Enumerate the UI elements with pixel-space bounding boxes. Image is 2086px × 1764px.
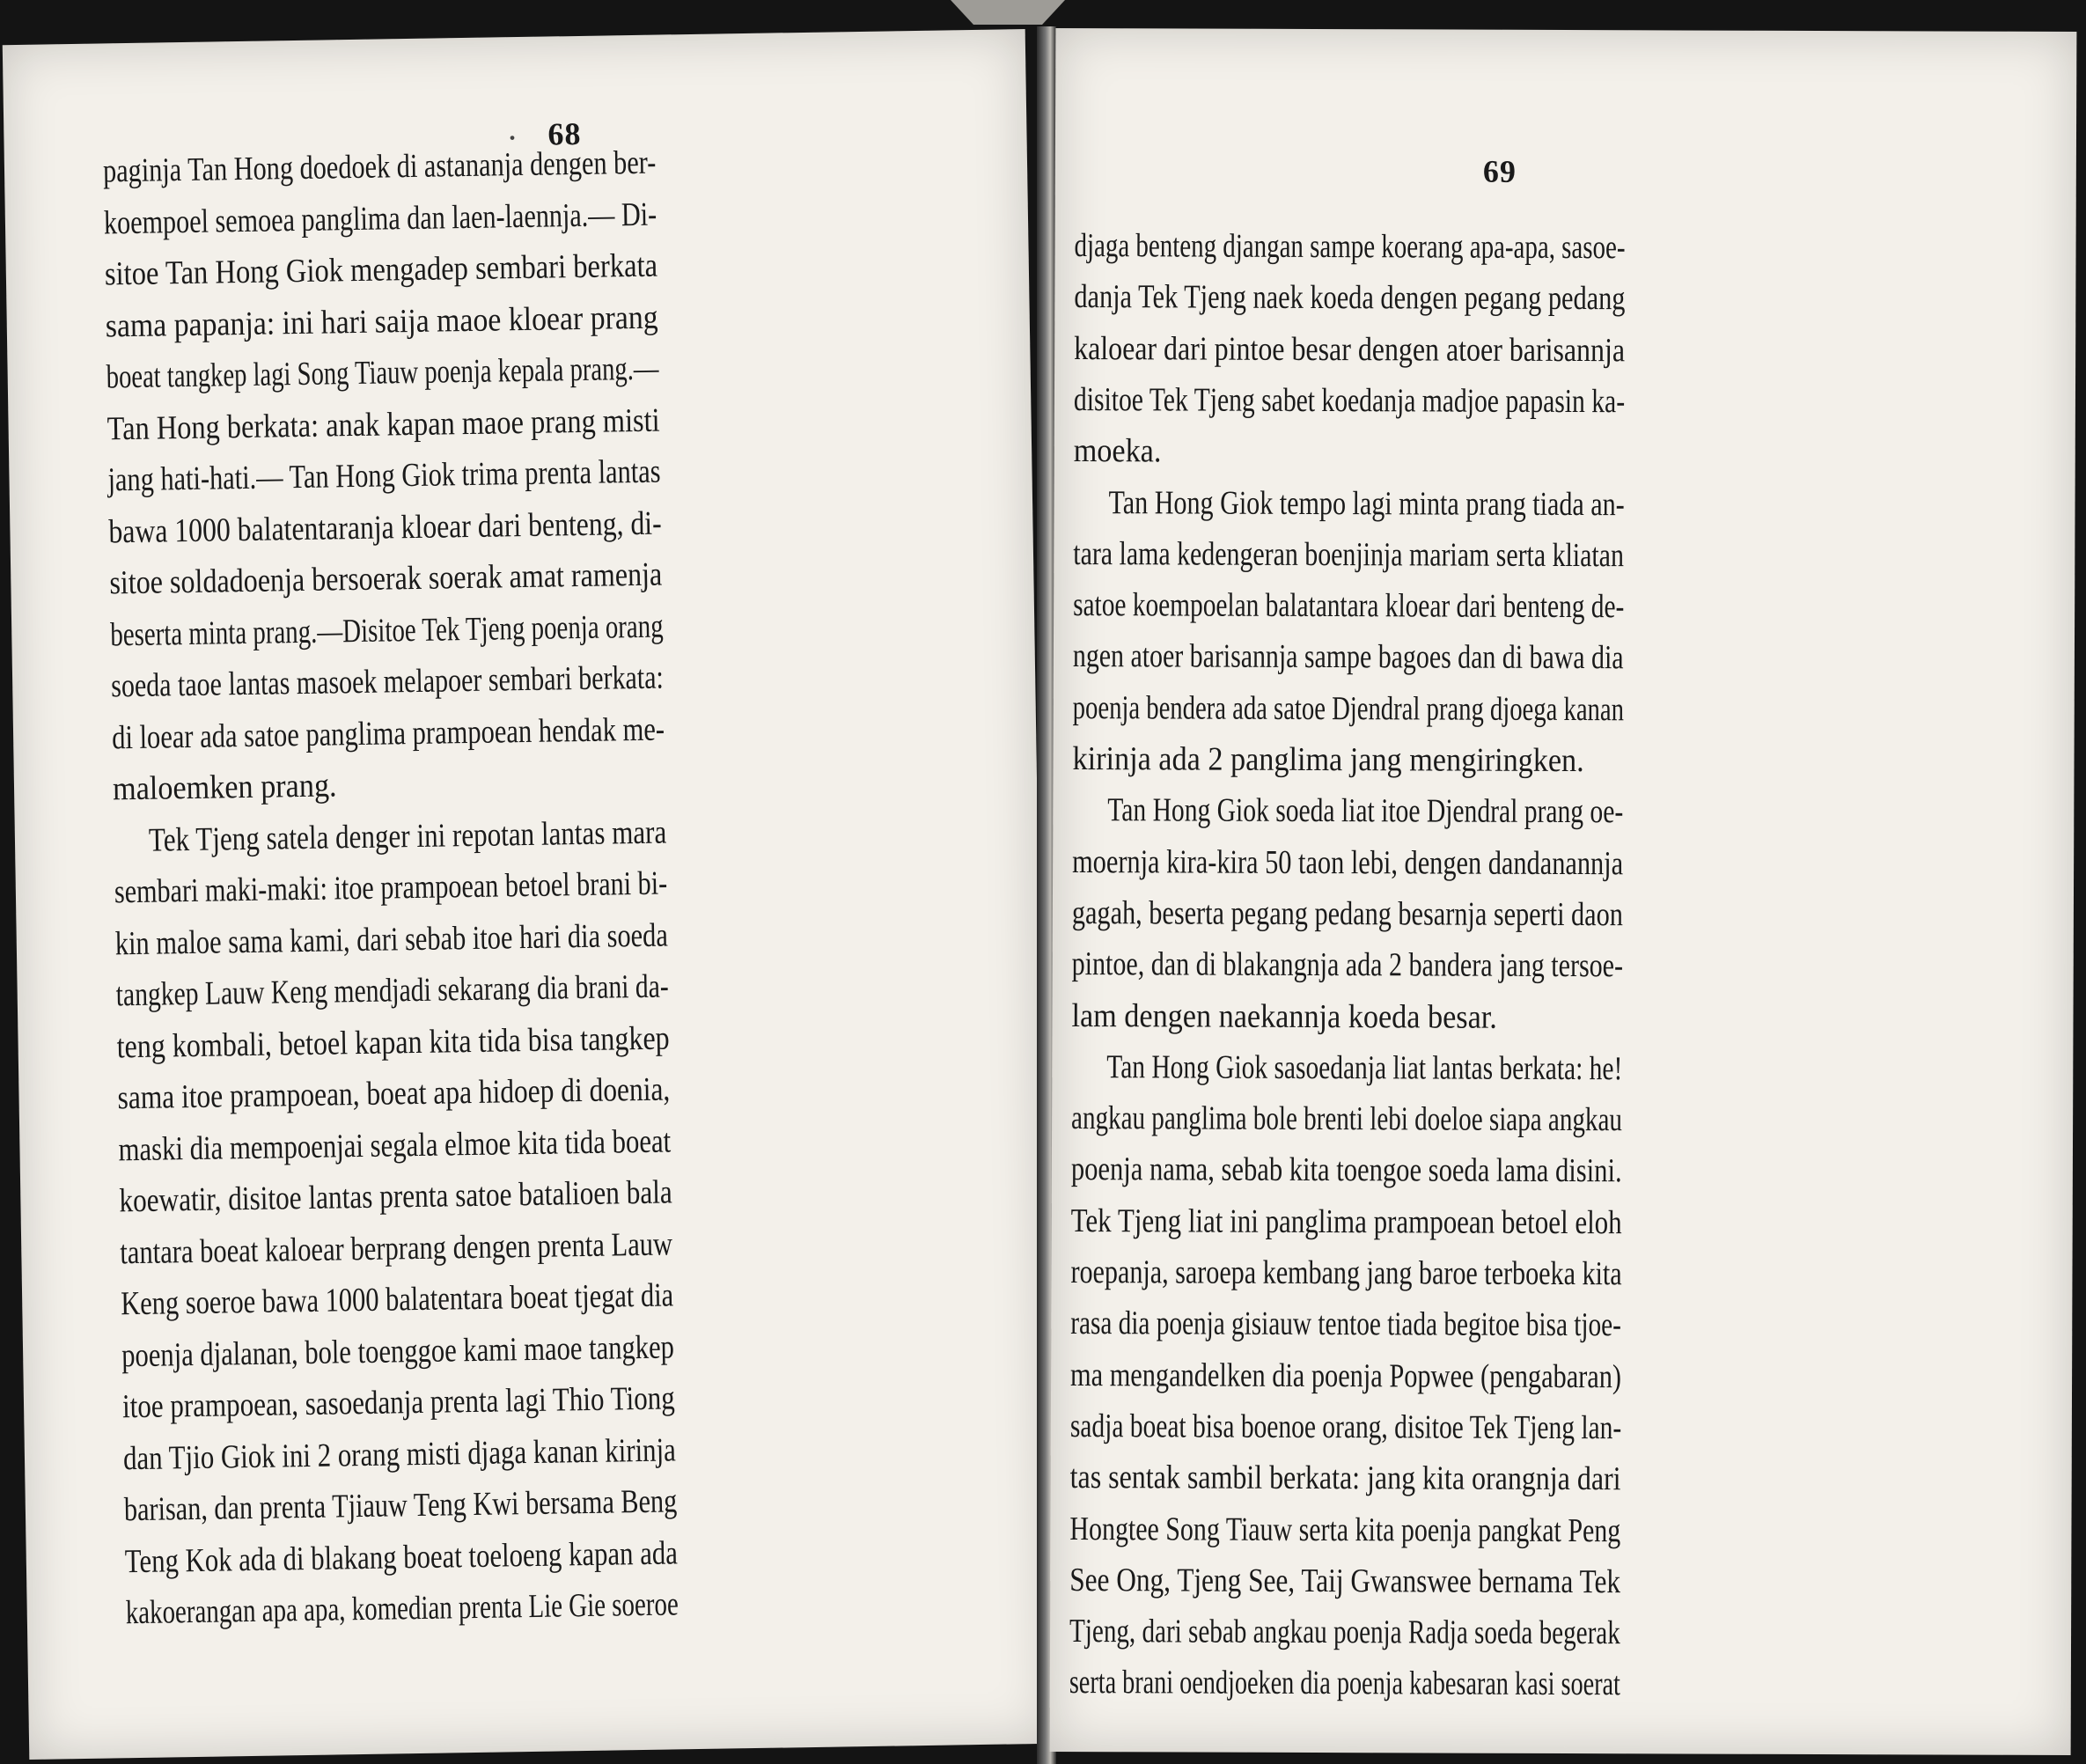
text-line: rasa dia poenja gisiauw tentoe tiada begitoe bisa tjoe- (1070, 1305, 1621, 1344)
text-line: kin maloe sama kami, dari sebab itoe hari dia soeda (114, 915, 669, 962)
left-page (3, 29, 1052, 1760)
text-line: jang hati-hati.— Tan Hong Giok trima prenta lantas (107, 452, 661, 499)
text-line: koempoel semoea panglima dan laen-laennja.— Di- (103, 195, 657, 241)
text-line: paginja Tan Hong doedoek di astananja dengen ber- (102, 143, 657, 190)
text-line: pintoe, dan di blakangnja ada 2 bandera jang tersoe- (1071, 945, 1624, 985)
text-line: koewatir, disitoe lantas prenta satoe batalioen bala (119, 1173, 673, 1220)
text-line: itoe prampoean, sasoedanja prenta lagi Thio Tiong (121, 1379, 676, 1426)
text-line: Teng Kok ada di blakang boeat toeloeng kapan ada (124, 1533, 679, 1580)
text-line: disitoe Tek Tjeng sabet koedanja madjoe papasin ka- (1073, 380, 1626, 421)
text-line: Tek Tjeng liat ini panglima prampoean betoel eloh (1070, 1202, 1622, 1241)
text-line: Keng soeroe bawa 1000 balatentara boeat tjegat dia (120, 1276, 674, 1323)
page-number: 69 (1482, 153, 1517, 189)
right-page (1050, 28, 2077, 1755)
text-line: sitoe Tan Hong Giok mengadep sembari berkata (104, 246, 658, 293)
text-line: tas sentak sambil berkata: jang kita orangnja dari (1069, 1459, 1621, 1498)
text-line: poenja bendera ada satoe Djendral prang djoega kanan (1072, 688, 1625, 728)
text-line: ma mengandelken dia poenja Popwee (pengabaran) (1070, 1356, 1622, 1395)
text-line: Tan Hong Giok tempo lagi minta prang tiada an- (1108, 483, 1625, 523)
page-number: 68 (547, 115, 582, 152)
text-line: maski dia mempoenjai segala elmoe kita tida boeat (118, 1121, 672, 1168)
binding-tab (951, 0, 1065, 25)
text-line: kirinja ada 2 panglima jang mengiringken. (1072, 740, 1584, 780)
text-line: sama papanja: ini hari saija maoe kloear prang (105, 298, 658, 344)
text-line: poenja nama, sebab kita toengoe soeda lama disini. (1070, 1150, 1622, 1190)
text-line: Tan Hong berkata: anak kapan maoe prang misti (107, 401, 660, 447)
text-line: gagah, beserta pegang pedang besarnja seperti daon (1071, 893, 1624, 934)
text-line: See Ong, Tjeng See, Taij Gwanswee bernama Tek (1069, 1561, 1621, 1601)
text-line: tantara boeat kaloear berprang dengen prenta Lauw (120, 1224, 673, 1271)
text-line: beserta minta prang.—Disitoe Tek Tjeng poenja orang (109, 607, 664, 653)
text-line: ngen atoer barisannja sampe bagoes dan di bawa dia (1072, 637, 1624, 677)
text-line: moernja kira-kira 50 taon lebi, dengen dandanannja (1072, 842, 1624, 882)
text-line: Tan Hong Giok soeda liat itoe Djendral prang oe- (1107, 791, 1624, 831)
text-line: lam dengen naekannja koeda besar. (1071, 996, 1497, 1036)
text-line: angkau panglima bole brenti lebi doeloe siapa angkau (1071, 1099, 1623, 1139)
text-line: Tek Tjeng satela denger ini repotan lantas mara (148, 813, 667, 859)
text-line: kakoerangan apa apa, komedian prenta Lie Gie soeroe (125, 1585, 679, 1632)
text-line: Hongtee Song Tiauw serta kita poenja pangkat Peng (1069, 1510, 1621, 1549)
text-line: roepanja, saroepa kembang jang baroe terboeka kita (1070, 1253, 1622, 1293)
text-line: sembari maki-maki: itoe prampoean betoel brani bi- (114, 864, 668, 911)
text-line: maloemken prang. (112, 767, 337, 808)
text-line: tangkep Lauw Keng mendjadi sekarang dia brani da- (115, 967, 670, 1014)
text-line: barisan, dan prenta Tjiauw Teng Kwi bersama Beng (123, 1482, 678, 1529)
text-line: poenja djalanan, bole toenggoe kami maoe tangkep (121, 1327, 675, 1374)
text-line: sama itoe prampoean, boeat apa hidoep di doenia, (117, 1070, 671, 1117)
text-line: di loear ada satoe panglima prampoean hendak me- (111, 710, 665, 756)
ink-dot: • (509, 129, 516, 149)
text-line: moeka. (1073, 432, 1162, 470)
text-line: serta brani oendjoeken dia poenja kabesaran kasi soerat (1069, 1664, 1620, 1703)
text-line: sitoe soldadoenja bersoerak soerak amat ramenja (109, 555, 663, 602)
text-line: djaga benteng djangan sampe koerang apa-apa, sasoe- (1074, 227, 1626, 267)
text-line: danja Tek Tjeng naek koeda dengen pegang pedang (1074, 278, 1626, 318)
text-line: Tan Hong Giok sasoedanja liat lantas berkata: he! (1106, 1047, 1623, 1088)
text-line: bawa 1000 balatentaranja kloear dari benteng, di- (108, 504, 662, 550)
text-line: kaloear dari pintoe besar dengen atoer barisannja (1074, 329, 1626, 369)
text-line: boeat tangkep lagi Song Tiauw poenja kepala prang.— (106, 349, 659, 396)
text-line: dan Tjio Giok ini 2 orang misti djaga kanan kirinja (122, 1430, 677, 1477)
text-line: sadja boeat bisa boenoe orang, disitoe Tek Tjeng lan- (1069, 1407, 1622, 1447)
text-line: Tjeng, dari sebab angkau poenja Radja soeda begerak (1069, 1613, 1620, 1652)
text-line: soeda taoe lantas masoek melapoer sembari berkata: (110, 658, 665, 705)
text-line: tara lama kedengeran boenjinja mariam serta kliatan (1073, 534, 1625, 575)
text-line: teng kombali, betoel kapan kita tida bisa tangkep (116, 1018, 670, 1065)
text-line: satoe koempoelan balatantara kloear dari benteng de- (1073, 586, 1625, 626)
